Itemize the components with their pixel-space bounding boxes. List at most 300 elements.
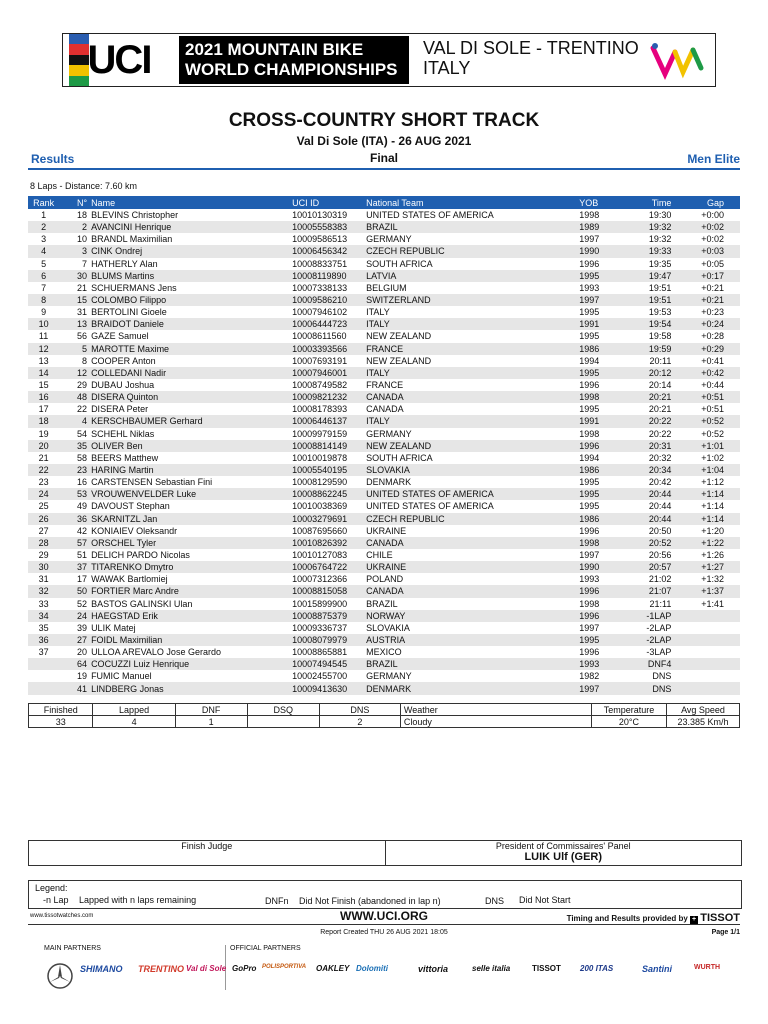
uci-id-cell: 10008119890	[290, 270, 364, 282]
gap-cell: +0:02	[701, 234, 724, 245]
gap-cell: +0:28	[701, 331, 724, 342]
summary-finished-value: 33	[29, 716, 93, 728]
sponsor-val-di-sole: Val di Sole	[186, 964, 227, 973]
team-cell: UNITED STATES OF AMERICA	[366, 210, 494, 221]
yob-cell: 1982	[579, 671, 600, 682]
uci-id-cell: 10005558383	[290, 221, 364, 233]
bib-cell: 48	[59, 391, 89, 403]
results-table	[28, 196, 740, 695]
host-line-1: VAL DI SOLE - TRENTINO	[423, 38, 639, 58]
team-cell: NEW ZEALAND	[366, 331, 432, 342]
uci-id-cell: 10003393566	[290, 343, 364, 355]
yob-cell: 1991	[577, 318, 624, 330]
table-row	[28, 513, 740, 525]
rank-cell: 4	[28, 245, 59, 257]
name-cell: FUMIC Manuel	[91, 671, 152, 682]
official-partners-label: OFFICIAL PARTNERS	[230, 945, 301, 952]
name-cell: SCHEHL Niklas	[91, 428, 155, 439]
bib-cell: 39	[77, 622, 88, 633]
sponsor-wurth: WURTH	[694, 964, 721, 971]
rank-cell: 24	[28, 488, 59, 500]
bib-cell: 18	[77, 210, 88, 221]
name-cell: TITARENKO Dmytro	[89, 561, 290, 573]
time-cell: 19:58	[648, 331, 672, 342]
uci-url[interactable]: WWW.UCI.ORG	[340, 909, 428, 923]
summary-dsq-value	[247, 716, 319, 728]
summary-lapped-label: Lapped	[93, 704, 175, 716]
table-row	[28, 379, 740, 391]
table-row	[28, 403, 740, 415]
uci-id-cell: 10008833751	[292, 258, 348, 269]
table-row	[28, 500, 740, 512]
rank-cell: 33	[38, 598, 49, 609]
time-cell: 20:21	[624, 391, 673, 403]
time-cell: 19:51	[648, 282, 672, 293]
gap-cell: +1:14	[673, 488, 740, 500]
gap-cell: +1:32	[701, 574, 724, 585]
uci-id-cell: 10006764722	[290, 561, 364, 573]
table-row	[28, 658, 740, 670]
time-cell: 20:50	[648, 525, 672, 536]
sponsor-tissot: TISSOT	[532, 964, 561, 973]
rank-cell: 26	[28, 513, 59, 525]
time-cell: 20:22	[648, 428, 672, 439]
bib-cell: 2	[59, 221, 89, 233]
time-cell: 19:47	[624, 270, 673, 282]
bib-cell: 8	[82, 355, 88, 366]
name-cell: DISERA Quinton	[89, 391, 290, 403]
uci-id-cell: 10006444723	[290, 318, 364, 330]
uci-id-cell: 10009586210	[290, 294, 364, 306]
gap-cell: +0:17	[673, 270, 740, 282]
rank-cell: 3	[41, 234, 47, 245]
team-cell: NEW ZEALAND	[366, 355, 432, 366]
summary-temperature-label: Temperature	[591, 704, 666, 716]
uci-id-cell: 10008611560	[292, 331, 347, 342]
event-subtitle: Val Di Sole (ITA) - 26 AUG 2021	[296, 134, 472, 148]
footer-divider	[28, 924, 740, 925]
time-cell: 20:34	[624, 464, 673, 476]
rainbow-stripes-icon	[69, 34, 89, 86]
name-cell: WAWAK Bartlomiej	[91, 574, 168, 585]
sponsor-selle-italia: selle italia	[472, 964, 511, 973]
name-cell: HAEGSTAD Erik	[89, 610, 290, 622]
uci-id-cell: 10009821232	[290, 391, 364, 403]
table-row	[28, 573, 740, 585]
table-row	[28, 670, 740, 682]
name-cell: KONIAIEV Oleksandr	[91, 525, 178, 536]
rank-cell: 14	[28, 367, 59, 379]
sponsor-shimano: SHIMANO	[80, 964, 123, 974]
uci-id-cell: 10010019878	[292, 452, 348, 463]
uci-id-cell: 10008865881	[292, 647, 348, 658]
time-cell: 21:02	[648, 574, 672, 585]
time-cell: 19:32	[624, 221, 673, 233]
bib-cell: 56	[77, 331, 88, 342]
bib-cell: 50	[59, 585, 89, 597]
time-cell: 19:59	[624, 343, 673, 355]
bib-cell: 58	[77, 452, 88, 463]
team-cell: FRANCE	[364, 343, 577, 355]
summary-dns-label: DNS	[319, 704, 400, 716]
rank-cell: 2	[28, 221, 59, 233]
gap-cell: +0:05	[701, 258, 724, 269]
bib-cell: 19	[77, 671, 88, 682]
team-cell: UNITED STATES OF AMERICA	[366, 501, 494, 512]
yob-cell: 1998	[577, 391, 624, 403]
uci-id-cell: 10003279691	[290, 513, 364, 525]
bib-cell: 64	[59, 658, 89, 670]
bib-cell: 49	[77, 501, 88, 512]
bib-cell: 41	[59, 682, 89, 694]
yob-cell: 1998	[579, 210, 600, 221]
legend-code-dnf: DNFn	[265, 896, 289, 906]
name-cell: BRANDL Maximilian	[91, 234, 173, 245]
bib-cell: 12	[59, 367, 89, 379]
sponsor-dolomiti: Dolomiti	[356, 964, 388, 973]
sponsor-gopro: GoPro	[232, 964, 257, 973]
team-cell: ITALY	[364, 318, 577, 330]
table-row	[28, 282, 740, 294]
yob-cell: 1995	[579, 404, 600, 415]
table-row	[28, 415, 740, 427]
yob-cell: 1995	[577, 270, 624, 282]
legend-desc-lapped: Lapped with n laps remaining	[79, 895, 197, 905]
gap-cell: +1:26	[701, 550, 724, 560]
uci-id-cell: 10007946102	[292, 307, 348, 318]
yob-cell: 1997	[579, 550, 600, 560]
time-cell: 19:53	[648, 307, 672, 318]
team-cell: CZECH REPUBLIC	[364, 513, 577, 525]
rank-cell: 21	[38, 452, 49, 463]
legend-box	[28, 880, 742, 909]
event-line-2: WORLD CHAMPIONSHIPS	[185, 60, 398, 79]
time-cell: 20:42	[648, 477, 672, 488]
table-row	[28, 549, 740, 561]
name-cell: COLLEDANI Nadir	[89, 367, 290, 379]
name-cell: DAVOUST Stephan	[91, 501, 170, 512]
team-cell: DENMARK	[366, 477, 412, 488]
summary-dsq-label: DSQ	[247, 704, 319, 716]
table-row	[28, 245, 740, 257]
team-cell: SOUTH AFRICA	[366, 452, 433, 463]
rank-cell: 31	[38, 574, 49, 585]
rank-cell: 8	[28, 294, 59, 306]
rank-cell: 25	[38, 501, 49, 512]
rank-cell: 9	[41, 307, 47, 318]
legend-code-lapped: -n Lap	[43, 895, 69, 905]
name-cell: FORTIER Marc Andre	[89, 585, 290, 597]
uci-id-cell: 10008814149	[290, 440, 364, 452]
team-cell: MEXICO	[366, 647, 402, 658]
bib-cell: 53	[59, 488, 89, 500]
team-cell: NORWAY	[364, 610, 577, 622]
yob-cell: 1986	[577, 343, 624, 355]
bib-cell: 20	[77, 647, 88, 658]
team-cell: GERMANY	[366, 428, 412, 439]
finish-judge-cell	[29, 841, 385, 865]
uci-id-cell: 10005540195	[290, 464, 364, 476]
bib-cell: 27	[59, 634, 89, 646]
bib-cell: 52	[77, 598, 88, 609]
rank-cell: 19	[38, 428, 49, 439]
team-cell: CANADA	[364, 537, 577, 549]
results-label: Results	[31, 152, 75, 166]
summary-speed-value: 23.385 Km/h	[667, 716, 740, 728]
gap-cell	[673, 670, 740, 682]
uci-logo	[63, 34, 175, 86]
gap-cell	[673, 646, 740, 658]
yob-cell: 1996	[579, 525, 600, 536]
commissaire-cell	[385, 841, 742, 865]
time-cell: 20:22	[624, 415, 673, 427]
table-row	[28, 598, 740, 610]
rank-cell: 1	[41, 210, 47, 221]
uci-logo-text: UCI	[87, 37, 151, 82]
yob-cell: 1991	[577, 415, 624, 427]
gap-cell: +0:52	[673, 415, 740, 427]
name-cell: CARSTENSEN Sebastian Fini	[91, 477, 213, 488]
gap-cell: +1:04	[673, 464, 740, 476]
gap-cell: +1:27	[673, 561, 740, 573]
laps-distance-info: 8 Laps - Distance: 7.60 km	[30, 181, 138, 191]
sponsor-polisportiva: POLISPORTIVA	[262, 964, 307, 970]
gap-cell	[673, 634, 740, 646]
bib-cell: 35	[59, 440, 89, 452]
time-cell: 20:44	[624, 488, 673, 500]
name-cell: ORSCHEL Tyler	[89, 537, 290, 549]
uci-id-cell: 10007693191	[292, 355, 348, 366]
gap-cell: +0:21	[673, 294, 740, 306]
bib-cell: 22	[77, 404, 88, 415]
summary-value-row	[29, 716, 740, 728]
name-cell: MAROTTE Maxime	[89, 343, 290, 355]
table-row	[28, 537, 740, 549]
rank-cell: 6	[28, 270, 59, 282]
col-team: National Team	[364, 196, 577, 209]
table-row	[28, 270, 740, 282]
gap-cell: +0:51	[701, 404, 724, 415]
name-cell: ULIK Matej	[91, 622, 136, 633]
table-row	[28, 294, 740, 306]
col-time: Time	[624, 196, 673, 209]
uci-id-cell: 10010826392	[290, 537, 364, 549]
phase-label: Final	[369, 151, 398, 165]
bib-cell: 21	[77, 282, 88, 293]
name-cell: DELICH PARDO Nicolas	[91, 550, 190, 560]
rank-cell: 23	[38, 477, 49, 488]
summary-lapped-value: 4	[93, 716, 175, 728]
gap-cell: +1:41	[701, 598, 724, 609]
name-cell: AVANCINI Henrique	[89, 221, 290, 233]
name-cell: HARING Martin	[89, 464, 290, 476]
yob-cell: 1998	[579, 428, 600, 439]
table-row	[28, 682, 740, 694]
time-cell: 20:31	[624, 440, 673, 452]
finish-judge-label: Finish Judge	[181, 841, 233, 851]
time-cell: 20:11	[649, 355, 672, 366]
rank-cell: 28	[28, 537, 59, 549]
event-line-1: 2021 MOUNTAIN BIKE	[185, 40, 364, 59]
table-row	[28, 440, 740, 452]
time-cell: -2LAP	[646, 622, 672, 633]
yob-cell: 1986	[577, 513, 624, 525]
time-cell: 19:33	[624, 245, 673, 257]
table-row	[28, 561, 740, 573]
tissot-url[interactable]: www.tissotwatches.com	[30, 913, 94, 919]
rank-cell: 17	[38, 404, 49, 415]
report-created: Report Created THU 26 AUG 2021 18:05	[320, 929, 448, 936]
team-cell: SLOVAKIA	[366, 622, 410, 633]
team-cell: AUSTRIA	[364, 634, 577, 646]
uci-id-cell: 10009336737	[292, 622, 348, 633]
gap-cell: +0:51	[673, 391, 740, 403]
sponsor-vittoria: vittoria	[418, 964, 449, 974]
gap-cell: +0:24	[673, 318, 740, 330]
table-row	[28, 258, 740, 270]
officials-box	[28, 840, 742, 866]
rank-cell: 18	[28, 415, 59, 427]
yob-cell: 1996	[579, 258, 600, 269]
page-title: CROSS-COUNTRY SHORT TRACK	[228, 110, 540, 131]
bib-cell: 16	[77, 477, 88, 488]
name-cell: VROUWENVELDER Luke	[89, 488, 290, 500]
time-cell: 20:57	[624, 561, 673, 573]
time-cell: 19:54	[624, 318, 673, 330]
name-cell: DISERA Peter	[91, 404, 149, 415]
name-cell: DUBAU Joshua	[91, 380, 155, 391]
bib-cell: 29	[77, 380, 88, 391]
timing-credit	[520, 912, 740, 924]
uci-id-cell: 10008079979	[290, 634, 364, 646]
name-cell: BEERS Matthew	[91, 452, 159, 463]
bib-cell: 4	[59, 415, 89, 427]
table-row	[28, 306, 740, 318]
col-gap: Gap	[673, 196, 740, 209]
rank-cell: 29	[38, 550, 49, 560]
uci-id-cell: 10008749582	[292, 380, 348, 391]
yob-cell: 1996	[577, 610, 624, 622]
time-cell: -2LAP	[624, 634, 673, 646]
bib-cell: 15	[59, 294, 89, 306]
yob-cell: 1995	[579, 501, 600, 512]
category-label: Men Elite	[687, 152, 740, 166]
name-cell: GAZE Samuel	[91, 331, 149, 342]
main-partners-label: MAIN PARTNERS	[44, 945, 101, 952]
team-cell: BRAZIL	[364, 658, 577, 670]
uci-id-cell: 10015899900	[292, 598, 348, 609]
bib-cell: 30	[59, 270, 89, 282]
table-row	[28, 318, 740, 330]
team-cell: CANADA	[364, 585, 577, 597]
yob-cell: 1996	[577, 440, 624, 452]
time-cell: 20:56	[648, 550, 672, 560]
col-bib: N°	[59, 196, 89, 209]
table-row	[28, 525, 740, 537]
uci-id-cell: 10006446137	[290, 415, 364, 427]
table-row	[28, 488, 740, 500]
table-row	[28, 428, 740, 440]
uci-id-cell: 10008815058	[290, 585, 364, 597]
name-cell: KERSCHBAUMER Gerhard	[89, 415, 290, 427]
bib-cell: 3	[59, 245, 89, 257]
team-cell: FRANCE	[366, 380, 404, 391]
uci-id-cell: 10009979159	[292, 428, 348, 439]
summary-dnf-value: 1	[175, 716, 247, 728]
name-cell: LINDBERG Jonas	[89, 682, 290, 694]
bib-cell: 31	[77, 307, 88, 318]
name-cell: ULLOA AREVALO Jose Gerardo	[91, 647, 221, 658]
bib-cell: 51	[77, 550, 88, 560]
legend-desc-dnf: Did Not Finish (abandoned in lap n)	[299, 896, 441, 906]
bib-cell: 17	[77, 574, 88, 585]
yob-cell: 1994	[579, 355, 600, 366]
yob-cell: 1994	[579, 452, 600, 463]
uci-id-cell: 10007312366	[292, 574, 348, 585]
name-cell: CINK Ondrej	[89, 245, 290, 257]
gap-cell: +1:01	[673, 440, 740, 452]
name-cell: OLIVER Ben	[89, 440, 290, 452]
time-cell: 21:11	[649, 598, 672, 609]
table-row	[28, 367, 740, 379]
table-row	[28, 221, 740, 233]
rank-cell: 30	[28, 561, 59, 573]
legend-desc-dns: Did Not Start	[519, 895, 571, 905]
yob-cell: 1995	[577, 488, 624, 500]
rank-cell: 36	[28, 634, 59, 646]
table-row	[28, 634, 740, 646]
yob-cell: 1993	[579, 574, 600, 585]
team-cell: GERMANY	[366, 234, 412, 245]
rank-cell: 32	[28, 585, 59, 597]
uci-id-cell: 10008129590	[292, 477, 348, 488]
time-cell: 20:44	[624, 513, 673, 525]
time-cell: 19:35	[648, 258, 672, 269]
col-name: Name	[89, 196, 290, 209]
yob-cell: 1990	[577, 245, 624, 257]
uci-id-cell: 10007946001	[290, 367, 364, 379]
uci-id-cell: 10002455700	[292, 671, 348, 682]
yob-cell: 1993	[579, 282, 600, 293]
mercedes-star-icon	[46, 962, 74, 990]
yob-cell: 1993	[577, 658, 624, 670]
team-cell: UKRAINE	[364, 561, 577, 573]
team-cell: SLOVAKIA	[364, 464, 577, 476]
yob-cell: 1997	[579, 234, 600, 245]
summary-speed-label: Avg Speed	[667, 704, 740, 716]
team-cell: BRAZIL	[366, 598, 398, 609]
table-row	[28, 452, 740, 464]
race-summary-table	[28, 703, 740, 728]
team-cell: ITALY	[364, 367, 577, 379]
event-name-box	[179, 36, 409, 84]
table-row	[28, 233, 740, 245]
name-cell: FOIDL Maximilian	[89, 634, 290, 646]
summary-dns-value: 2	[319, 716, 400, 728]
table-row	[28, 343, 740, 355]
time-cell: 20:52	[624, 537, 673, 549]
bib-cell: 42	[77, 525, 88, 536]
team-cell: BELGIUM	[366, 282, 407, 293]
gap-cell: +0:00	[701, 210, 724, 221]
col-uci-id: UCI ID	[290, 196, 364, 209]
commissaire-label: President of Commissaires' Panel	[495, 841, 631, 851]
yob-cell: 1997	[577, 294, 624, 306]
team-cell: CANADA	[364, 391, 577, 403]
timing-brand: TISSOT	[700, 912, 740, 924]
bib-cell: 5	[59, 343, 89, 355]
legend-title: Legend:	[35, 883, 68, 893]
